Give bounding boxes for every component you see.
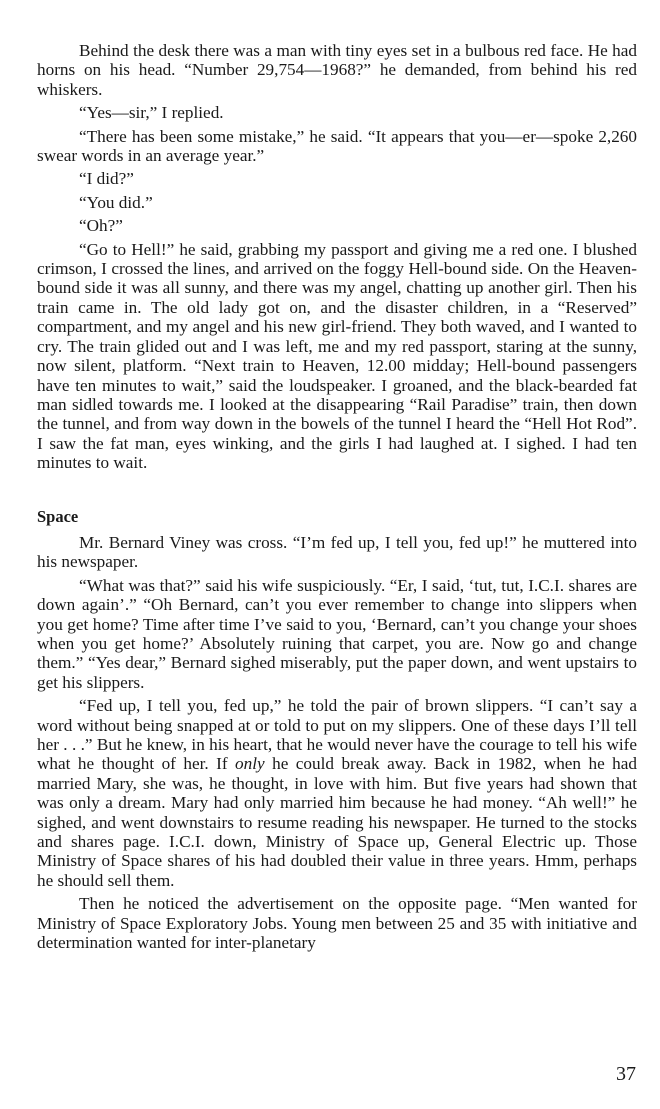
paragraph-devil-desk: Behind the desk there was a man with tiny eyes set in a bulbous red face. He had horns on his head. “Number 29,754—1968?” he demanded, from behind his red whiskers. [37, 41, 637, 99]
section-heading-space: Space [37, 506, 79, 526]
paragraph-yes-sir: “Yes—sir,” I replied. [79, 103, 224, 123]
paragraph-oh: “Oh?” [79, 216, 123, 236]
book-page [37, 41, 637, 952]
paragraph-you-did: “You did.” [79, 192, 153, 212]
paragraph-advertisement: Then he noticed the advertisement on the opposite page. “Men wanted for Ministry of Space Exploratory Jobs. Young men between 25 and 35 with initiative and determination wanted for inter-planetary [37, 894, 637, 953]
page-number: 37 [616, 1063, 636, 1085]
paragraph-i-did: “I did?” [79, 169, 134, 189]
emphasis-only: only [235, 754, 265, 774]
paragraph-wife-suspicious: “What was that?” said his wife suspiciously. “Er, I said, ‘tut, tut, I.C.I. shares are down again’.” “Oh Bernard, can’t you ever remember to change into slippers when you get home? Time after time I’ve said to you, ‘Bernard, can’t you change your shoes when you get home?’ Absolutely ruining that carpet, you are. Now go and change them.” “Yes dear,” Bernard sighed miserably, put the paper down, and went upstairs to get his slippers. [37, 575, 637, 692]
paragraph-go-to-hell: “Go to Hell!” he said, grabbing my passport and giving me a red one. I blushed crimson, I crossed the lines, and arrived on the foggy Hell-bound side. On the Heaven-bound side it was all sunny, and there was my angel, chatting up another girl. Then his train came in. The old lady got on, and the disaster children, in a “Reserved” compartment, and my angel and his new girl-friend. They both waved, and I wanted to cry. The train glided out and I was left, me and my red passport, staring at the sunny, now silent, platform. “Next train to Heaven, 12.00 midday; Hell-bound passengers have ten minutes to wait,” said the loudspeaker. I groaned, and the black-bearded fat man sidled towards me. I looked at the disappearing “Rail Paradise” train, then down the tunnel, and from way down in the bowels of the tunnel I heard the “Hell Hot Rod”. I saw the fat man, eyes winking, and the girls I had laughed at. I sighed. I had ten minutes to wait. [37, 239, 637, 473]
paragraph-mistake: “There has been some mistake,” he said. “It appears that you—er—spoke 2,260 swear words in an average year.” [37, 126, 637, 166]
paragraph-bernard-cross: Mr. Bernard Viney was cross. “I’m fed up, I tell you, fed up!” he muttered into his newspaper. [37, 532, 637, 572]
paragraph-fed-up: “Fed up, I tell you, fed up,” he told the pair of brown slippers. “I can’t say a word without being snapped at or told to put on my slippers. One of these days I’ll tell her . . .” But he knew, in his heart, that he would never have the courage to tell his wife what he thought of her. If only he could break away. Back in 1982, when he had married Mary, she was, he thought, in love with him. But five years had shown that was only a dream. Mary had only married him because he had money. “Ah well!” he sighed, and went downstairs to resume reading his newspaper. He turned to the stocks and shares page. I.C.I. down, Ministry of Space up, General Electric up. Those Ministry of Space shares of his had doubled their value in three years. Hmm, perhaps he should sell them. [37, 696, 637, 890]
